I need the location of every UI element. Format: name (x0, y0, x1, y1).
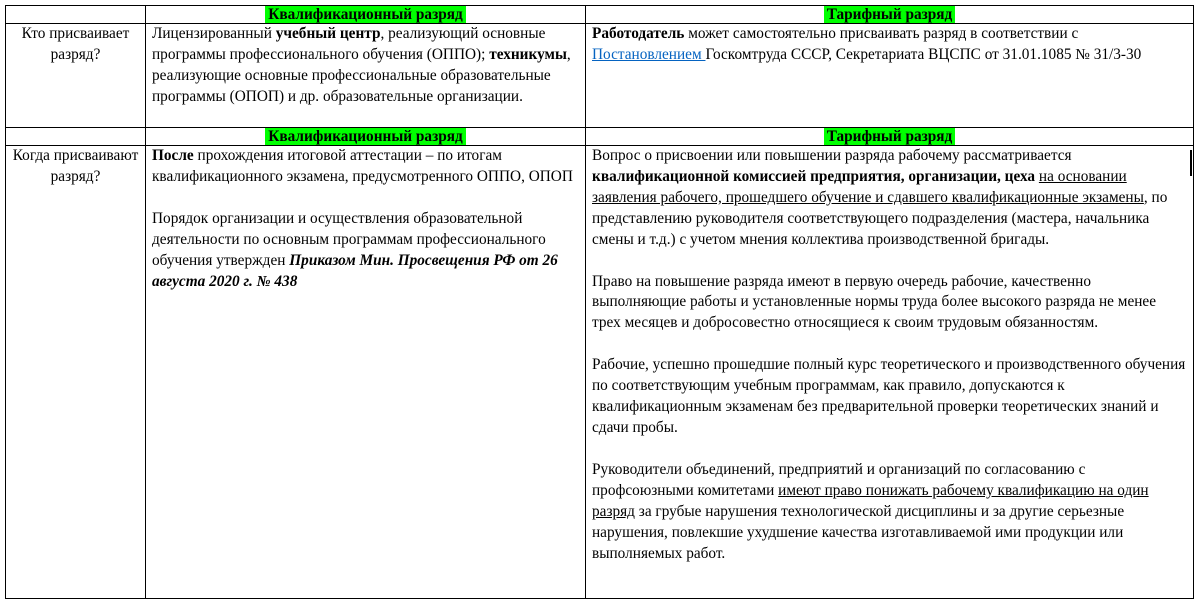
qual-when-paragraph-1: После прохождения итоговой аттестации – по итогам квалификационного экзамена, предусмотренного ОППО, ОПОП (152, 147, 573, 185)
header-row-1 (6, 6, 1194, 24)
tariff-when-paragraph-1: Вопрос о присвоении или повышении разряда рабочему рассматривается квалификационной комиссией предприятия, организации, цеха на основании заявления рабочего, прошедшего обучение и сдавшего квалификационные экзамены, по представлению руководителя соответствующего подразделения (мастера, начальника смены и т.д.) с учетом мнения коллектива производственной бригады. (592, 147, 1168, 248)
tariff-when-cell (586, 146, 1194, 599)
qual-who-cell: Лицензированный учебный центр, реализующий основные программы профессионального обучения (ОППО); техникумы, реализующие основные профессиональные образовательные программы (ОПОП) и др. образовательные организации. (146, 24, 586, 128)
qual-when-cell (146, 146, 586, 599)
header-empty-cell-2 (6, 128, 146, 146)
header-qualification: Квалификационный разряд (146, 6, 586, 24)
row-when-assigns (6, 146, 1194, 599)
row-who-assigns (6, 24, 1194, 128)
comparison-table (5, 5, 1194, 599)
header-tariff-2: Тарифный разряд (586, 128, 1194, 146)
header-tariff: Тарифный разряд (586, 6, 1194, 24)
qual-when-paragraph-2: Порядок организации и осуществления образовательной деятельности по основным программам профессионального обучения утвержден Приказом Мин. Просвещения РФ от 26 августа 2020 г. № 438 (152, 209, 558, 290)
question-when: Когда присваивают разряд? (6, 146, 146, 599)
tariff-when-paragraph-4: Руководители объединений, предприятий и организаций по согласованию с профсоюзными комитетами имеют право понижать рабочему квалификацию на один разряд за грубые нарушения технологической дисциплины и за другие серьезные нарушения, повлекшие ухудшение качества изготавливаемой ими продукции или выполняемых работ. (592, 460, 1149, 562)
resolution-link[interactable]: Постановлением (592, 45, 706, 63)
header-row-2 (6, 128, 1194, 146)
tariff-who-cell: Работодатель может самостоятельно присваивать разряд в соответствии с Постановлением Госкомтруда СССР, Секретариата ВЦСПС от 31.01.1085 № 31/3-30 (586, 24, 1194, 128)
header-empty-cell (6, 6, 146, 24)
question-who: Кто присваивает разряд? (6, 24, 146, 128)
tariff-when-paragraph-2: Право на повышение разряда имеют в первую очередь рабочие, качественно выполняющие работы и установленные нормы труда более высокого разряда не менее трех месяцев и добросовестно относящиеся к своим трудовым обязанностям. (592, 272, 1157, 332)
header-qualification-2: Квалификационный разряд (146, 128, 586, 146)
edge-marker (1190, 150, 1192, 176)
tariff-when-paragraph-3: Рабочие, успешно прошедшие полный курс теоретического и производственного обучения по соответствующим учебным программам, как правило, допускаются к квалификационным экзаменам без предварительной проверки теоретических знаний и сдачи пробы. (592, 356, 1186, 436)
